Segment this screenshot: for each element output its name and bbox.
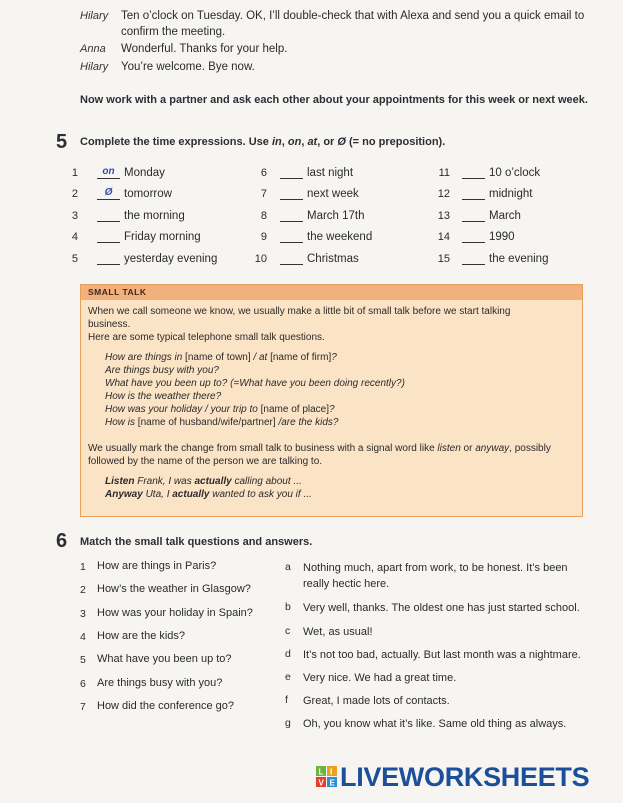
match-question: How are things in Paris? <box>97 560 217 572</box>
signal-word-note: We usually mark the change from small talk to business with a signal word like listen or anyway, possibly followed by the name of the person we are talking to. <box>88 443 551 467</box>
small-talk-box <box>80 284 583 517</box>
box-title: SMALL TALK <box>88 287 147 297</box>
question-number: 3 <box>80 607 86 620</box>
answer-blank[interactable] <box>462 166 485 179</box>
section5-instruction: Complete the time expressions. Use in, on, at, or Ø (= no preposition). <box>80 136 446 148</box>
item-number: 7 <box>260 188 267 200</box>
time-expression: 1990 <box>489 231 515 243</box>
example-line: Anyway Uta, I actually wanted to ask you if ... <box>105 489 312 500</box>
time-expression: Friday morning <box>124 231 201 243</box>
match-answer: It’s not too bad, actually. But last month was a nightmare. <box>303 649 581 661</box>
section-number: 5 <box>56 131 68 153</box>
brand-text: LIVEWORKSHEETS <box>340 762 590 792</box>
match-answer: Very nice. We had a great time. <box>303 672 457 684</box>
answer-letter: b <box>285 601 291 613</box>
match-answer: Nothing much, apart from work, to be honest. It’s been really hectic here. <box>303 562 568 590</box>
utterance: You’re welcome. Bye now. <box>121 61 255 73</box>
match-answer: Oh, you know what it’s like. Same old thing as always. <box>303 718 567 730</box>
svg-text:V: V <box>318 778 324 788</box>
answer-blank[interactable] <box>462 209 485 222</box>
answer-letter: e <box>285 671 291 683</box>
item-number: 11 <box>438 167 450 179</box>
item-number: 10 <box>254 253 267 265</box>
match-question: How did the conference go? <box>97 699 234 712</box>
answer-letter: g <box>285 717 291 729</box>
question-number: 7 <box>80 700 86 713</box>
answer-letter: a <box>285 561 291 573</box>
utterance: Ten o’clock on Tuesday. OK, I’ll double-check that with Alexa and send you a quick email to confirm the meeting. <box>121 10 585 38</box>
time-expression: Christmas <box>307 253 359 265</box>
answer-blank[interactable] <box>97 252 120 265</box>
item-number: 9 <box>260 231 267 243</box>
svg-text:E: E <box>329 778 335 788</box>
section6-instruction: Match the small talk questions and answers. <box>80 536 313 548</box>
question-number: 5 <box>80 654 86 667</box>
item-number: 15 <box>437 253 450 265</box>
match-answer: Very well, thanks. The oldest one has just started school. <box>303 602 580 614</box>
speaker-label: Hilary <box>80 61 109 73</box>
answer-letter: f <box>285 694 288 706</box>
time-expression: the evening <box>489 253 549 265</box>
time-expression: yesterday evening <box>124 253 218 265</box>
answer-blank[interactable] <box>462 230 485 243</box>
question-number: 4 <box>80 630 86 643</box>
speaker-label: Hilary <box>80 10 109 22</box>
utterance: Wonderful. Thanks for your help. <box>121 43 288 55</box>
match-question: Are things busy with you? <box>97 676 223 689</box>
svg-text:I: I <box>330 767 333 777</box>
time-expression: tomorrow <box>124 188 172 200</box>
time-expression: Monday <box>124 167 165 179</box>
answer-blank[interactable] <box>97 209 120 222</box>
time-expression: last night <box>307 167 354 179</box>
item-number: 12 <box>437 188 450 200</box>
item-number: 8 <box>260 210 267 222</box>
match-question: How was your holiday in Spain? <box>97 606 253 619</box>
answer-blank[interactable] <box>280 230 303 243</box>
answer-blank[interactable]: Ø <box>97 187 120 200</box>
small-talk-question: How is [name of husband/wife/partner] /are the kids? <box>105 417 339 428</box>
answer-letter: c <box>285 625 291 637</box>
small-talk-question: What have you been up to? (=What have you been doing recently?) <box>105 378 405 389</box>
time-expression: March 17th <box>307 210 365 222</box>
small-talk-question: How is the weather there? <box>105 391 222 402</box>
answer-blank[interactable] <box>280 187 303 200</box>
item-number: 13 <box>437 210 450 222</box>
answer-blank[interactable] <box>462 252 485 265</box>
time-expression: next week <box>307 188 359 200</box>
answer-blank[interactable] <box>280 166 303 179</box>
answer-blank[interactable] <box>280 252 303 265</box>
speaker-label: Anna <box>80 43 106 55</box>
item-number: 4 <box>71 231 78 243</box>
time-expression: midnight <box>489 188 533 200</box>
answer-blank[interactable] <box>97 230 120 243</box>
small-talk-question: How are things in [name of town] / at [name of firm]? <box>105 352 337 363</box>
match-question: What have you been up to? <box>97 653 232 666</box>
answer-blank[interactable] <box>280 209 303 222</box>
liveworksheets-logo <box>316 764 616 794</box>
match-answer: Great, I made lots of contacts. <box>303 695 450 707</box>
item-number: 6 <box>260 167 267 179</box>
item-number: 3 <box>71 210 78 222</box>
answer-blank[interactable] <box>462 187 485 200</box>
answer-blank[interactable]: on <box>97 166 120 179</box>
item-number: 1 <box>71 167 78 179</box>
match-question: How’s the weather in Glasgow? <box>97 583 251 596</box>
time-expression: March <box>489 210 521 222</box>
time-expression: the weekend <box>307 231 373 243</box>
partner-instruction: Now work with a partner and ask each other about your appointments for this week or next week. <box>80 94 588 106</box>
time-expression: the morning <box>124 210 185 222</box>
item-number: 5 <box>71 253 78 265</box>
small-talk-intro: When we call someone we know, we usually make a little bit of small talk before we start talking business. Here are some typical telephone small talk questions. <box>88 306 511 343</box>
small-talk-question: How was your holiday / your trip to [name of place]? <box>105 404 335 415</box>
item-number: 2 <box>71 188 78 200</box>
box-header <box>81 285 582 300</box>
question-number: 1 <box>80 561 86 573</box>
example-line: Listen Frank, I was actually calling about ... <box>105 476 302 487</box>
time-expression: 10 o’clock <box>489 167 541 179</box>
item-number: 14 <box>437 231 450 243</box>
answer-letter: d <box>285 648 291 660</box>
match-answer: Wet, as usual! <box>303 626 373 638</box>
small-talk-question: Are things busy with you? <box>105 365 219 376</box>
question-number: 2 <box>80 584 86 597</box>
match-question: How are the kids? <box>97 629 186 642</box>
section-number: 6 <box>56 530 68 552</box>
svg-text:L: L <box>318 767 324 777</box>
question-number: 6 <box>80 677 86 690</box>
